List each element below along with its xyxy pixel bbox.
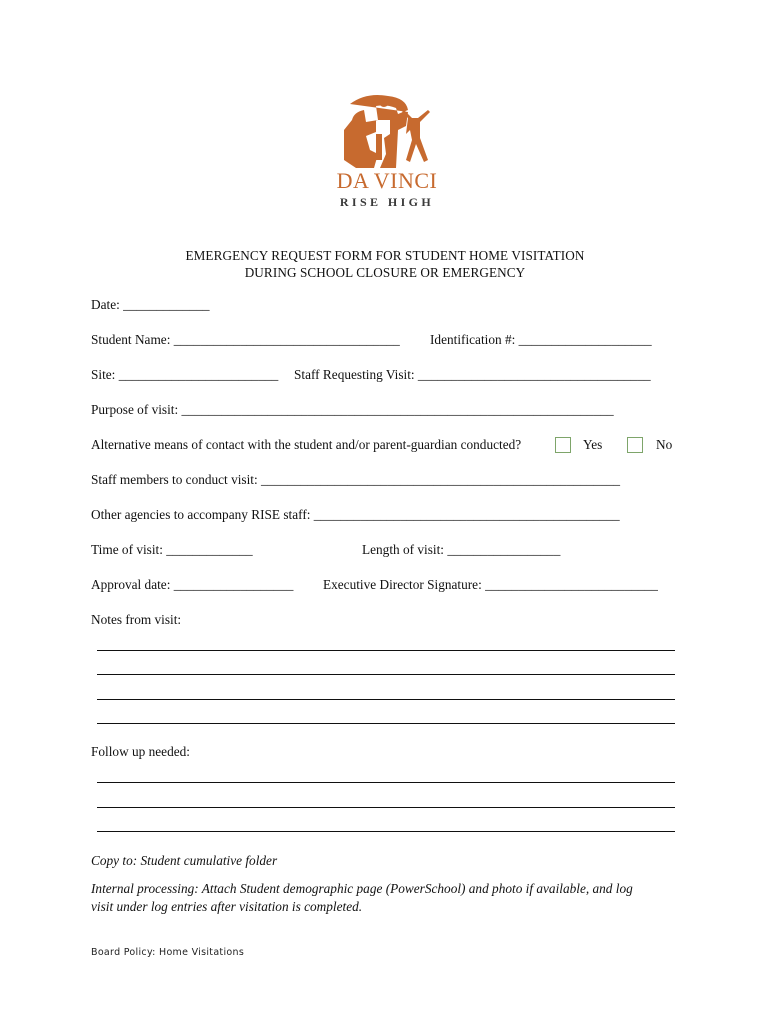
approval-row [91,577,675,593]
time-row [91,542,675,558]
student-name-field[interactable]: Student Name: __________________________________ [91,332,400,347]
no-checkbox[interactable] [627,437,643,453]
notes-line-2[interactable] [97,660,675,675]
follow-up-line-1[interactable] [97,768,675,783]
form-title-line1: EMERGENCY REQUEST FORM FOR STUDENT HOME VISITATION [185,248,585,263]
notes-line-3[interactable] [97,685,675,700]
approval-date-field[interactable]: Approval date: __________________ [91,577,294,592]
length-of-visit-field[interactable]: Length of visit: _________________ [362,542,561,557]
site-row [91,367,675,383]
notes-label: Notes from visit: [91,612,182,627]
follow-up-line-3[interactable] [97,817,675,832]
student-name-row [91,332,675,348]
notes-line-1[interactable] [97,636,675,651]
other-agencies-field[interactable]: Other agencies to accompany RISE staff: ______________________________________________ [91,507,620,522]
identification-field[interactable]: Identification #: ____________________ [430,332,652,347]
internal-processing-line2: visit under log entries after visitation is completed. [91,899,363,914]
board-policy-footer: Board Policy: Home Visitations [91,947,245,958]
purpose-field[interactable]: Purpose of visit: _________________________________________________________________ [91,402,614,417]
site-field[interactable]: Site: ________________________ [91,367,279,382]
no-label: No [656,437,673,452]
follow-up-line-2[interactable] [97,793,675,808]
time-of-visit-field[interactable]: Time of visit: _____________ [91,542,253,557]
form-title-line2: DURING SCHOOL CLOSURE OR EMERGENCY [244,265,526,280]
staff-requesting-field[interactable]: Staff Requesting Visit: ___________________________________ [294,367,651,382]
exec-signature-field[interactable]: Executive Director Signature: __________________________ [323,577,658,592]
logo-subtitle: RISE HIGH [339,195,435,209]
staff-members-field[interactable]: Staff members to conduct visit: ______________________________________________________ [91,472,621,487]
date-field[interactable]: Date: _____________ [91,297,210,312]
alt-contact-question: Alternative means of contact with the student and/or parent-guardian conducted? [91,437,522,452]
internal-processing-line1: Internal processing: Attach Student demographic page (PowerSchool) and photo if available, and log [91,881,633,896]
yes-label: Yes [583,437,603,452]
follow-up-label: Follow up needed: [91,744,190,759]
yes-checkbox[interactable] [555,437,571,453]
copy-to-note: Copy to: Student cumulative folder [91,853,278,868]
notes-line-4[interactable] [97,709,675,724]
logo-name: DA VINCI [336,168,438,193]
